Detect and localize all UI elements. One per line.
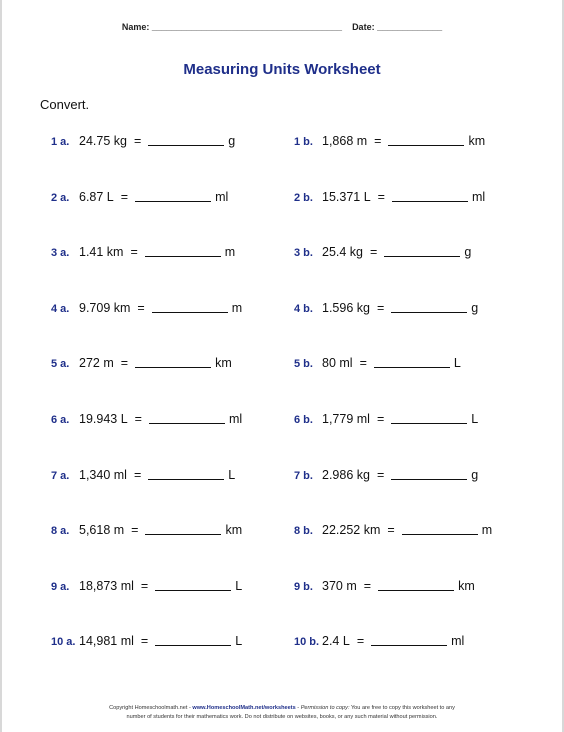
answer-blank[interactable]	[152, 302, 228, 313]
instructions: Convert.	[40, 97, 90, 112]
given-quantity: 370 m	[322, 578, 357, 593]
equals-sign: =	[356, 634, 365, 649]
target-unit: L	[235, 578, 243, 593]
problem-number: 1 b.	[294, 136, 313, 148]
problem-number: 9 a.	[51, 580, 70, 593]
given-quantity: 19.943 L	[79, 412, 128, 426]
given-quantity: 1,779 ml	[322, 412, 370, 426]
target-unit: L	[228, 467, 236, 482]
problem-7a	[51, 468, 235, 482]
worksheet-header	[0, 22, 564, 32]
target-unit: m	[231, 300, 243, 315]
equals-sign: =	[376, 300, 385, 315]
problem-5a	[51, 356, 232, 370]
problem-number: 4 b.	[294, 302, 313, 315]
problem-number: 7 b.	[294, 469, 313, 482]
answer-blank[interactable]	[388, 135, 464, 146]
problem-number: 10 b.	[294, 636, 320, 649]
problem-7b	[294, 468, 478, 482]
target-unit: L	[235, 634, 243, 649]
given-quantity: 18,873 ml	[79, 578, 134, 593]
problem-2b	[294, 190, 485, 204]
equals-sign: =	[133, 134, 142, 148]
given-quantity: 1,340 ml	[79, 467, 127, 482]
problem-number: 5 b.	[294, 358, 313, 371]
problem-number: 6 b.	[294, 414, 313, 426]
target-unit: km	[458, 578, 475, 593]
target-unit: L	[471, 412, 479, 426]
given-quantity: 6.87 L	[79, 189, 114, 204]
given-quantity: 9.709 km	[79, 300, 131, 315]
equals-sign: =	[387, 523, 395, 538]
equals-sign: =	[131, 523, 139, 538]
problem-number: 8 b.	[294, 525, 313, 538]
target-unit: ml	[471, 189, 486, 204]
problem-4a	[51, 301, 242, 315]
answer-blank[interactable]	[135, 357, 211, 368]
equals-sign: =	[376, 467, 385, 482]
answer-blank[interactable]	[148, 469, 224, 480]
problem-number: 2 a.	[51, 191, 70, 204]
problem-5b	[294, 356, 461, 370]
problem-9a	[51, 579, 242, 593]
answer-blank[interactable]	[384, 246, 460, 257]
problem-number: 8 a.	[51, 525, 70, 538]
given-quantity: 15.371 L	[322, 189, 371, 204]
name-field: Name: ______________________________________	[121, 22, 343, 32]
footer-line-2: number of students for their mathematics work. Do not distribute on websites, books, or any such material without permission.	[126, 713, 438, 720]
footer-line-1: Copyright Homeschoolmath.net - www.HomeschoolMath.net/worksheets - Permission to copy: You are free to copy this worksheet to any	[109, 705, 455, 711]
footer-link[interactable]: www.HomeschoolMath.net/worksheets	[192, 705, 296, 711]
problem-1b	[294, 134, 485, 148]
problem-10a	[51, 634, 242, 648]
date-field: Date: _____________	[352, 22, 443, 32]
answer-blank[interactable]	[392, 191, 468, 202]
equals-sign: =	[130, 245, 138, 260]
equals-sign: =	[140, 634, 149, 649]
problem-9b	[294, 579, 475, 593]
footer	[0, 704, 564, 721]
page-edge-left	[0, 0, 2, 732]
equals-sign: =	[134, 412, 142, 426]
answer-blank[interactable]	[374, 357, 450, 368]
problem-number: 10 a.	[51, 636, 76, 649]
problem-3b	[294, 245, 471, 259]
target-unit: m	[224, 245, 236, 260]
footer-permission: Permission to copy:	[300, 705, 350, 711]
footer-copyright: Copyright Homeschoolmath.net -	[109, 705, 193, 711]
problem-6a	[51, 412, 242, 426]
target-unit: km	[215, 356, 232, 371]
equals-sign: =	[120, 356, 129, 371]
given-quantity: 1.596 kg	[322, 300, 370, 315]
target-unit: g	[471, 300, 479, 315]
answer-blank[interactable]	[402, 524, 478, 535]
given-quantity: 14,981 ml	[79, 634, 134, 649]
footer-line1-rest: You are free to copy this worksheet to any	[349, 705, 455, 711]
equals-sign: =	[363, 578, 372, 593]
given-quantity: 25.4 kg	[322, 245, 364, 260]
answer-blank[interactable]	[148, 135, 224, 146]
problem-8a	[51, 523, 242, 537]
equals-sign: =	[133, 467, 142, 482]
answer-blank[interactable]	[145, 246, 221, 257]
target-unit: m	[481, 523, 493, 538]
given-quantity: 5,618 m	[79, 523, 125, 538]
answer-blank[interactable]	[149, 413, 225, 424]
problem-number: 5 a.	[51, 358, 70, 371]
target-unit: ml	[215, 189, 229, 204]
equals-sign: =	[377, 189, 385, 204]
answer-blank[interactable]	[371, 635, 447, 646]
problem-3a	[51, 245, 235, 259]
target-unit: km	[468, 134, 486, 148]
equals-sign: =	[376, 412, 385, 426]
given-quantity: 80 ml	[322, 356, 353, 371]
target-unit: g	[471, 467, 479, 482]
problem-number: 1 a.	[51, 136, 70, 148]
answer-blank[interactable]	[391, 413, 467, 424]
problem-6b	[294, 412, 478, 426]
problem-number: 4 a.	[51, 302, 70, 315]
answer-blank[interactable]	[391, 302, 467, 313]
answer-blank[interactable]	[135, 191, 211, 202]
answer-blank[interactable]	[391, 469, 467, 480]
answer-blank[interactable]	[155, 580, 231, 591]
target-unit: g	[464, 245, 472, 260]
problem-number: 2 b.	[294, 191, 313, 204]
given-quantity: 24.75 kg	[79, 134, 127, 148]
equals-sign: =	[140, 578, 149, 593]
problem-number: 3 a.	[51, 247, 70, 260]
problem-number: 6 a.	[51, 414, 70, 426]
problem-2a	[51, 190, 228, 204]
target-unit: km	[225, 523, 243, 538]
equals-sign: =	[374, 134, 382, 148]
given-quantity: 2.986 kg	[322, 467, 370, 482]
target-unit: ml	[451, 634, 465, 649]
answer-blank[interactable]	[378, 580, 454, 591]
target-unit: g	[228, 134, 236, 148]
equals-sign: =	[359, 356, 367, 371]
equals-sign: =	[370, 245, 378, 260]
target-unit: ml	[228, 412, 243, 426]
given-quantity: 1.41 km	[79, 245, 124, 260]
answer-blank[interactable]	[155, 635, 231, 646]
worksheet-title: Measuring Units Worksheet	[183, 61, 381, 78]
given-quantity: 2.4 L	[322, 634, 350, 649]
answer-blank[interactable]	[145, 524, 221, 535]
problem-number: 3 b.	[294, 247, 313, 260]
problem-4b	[294, 301, 478, 315]
equals-sign: =	[137, 300, 145, 315]
equals-sign: =	[120, 189, 129, 204]
target-unit: L	[453, 356, 461, 371]
given-quantity: 22.252 km	[322, 523, 381, 538]
problem-8b	[294, 523, 492, 537]
given-quantity: 272 m	[79, 356, 114, 371]
given-quantity: 1,868 m	[322, 134, 368, 148]
problem-10b	[294, 634, 464, 648]
problem-number: 9 b.	[294, 580, 313, 593]
problem-1a	[51, 134, 235, 148]
problem-number: 7 a.	[51, 469, 70, 482]
